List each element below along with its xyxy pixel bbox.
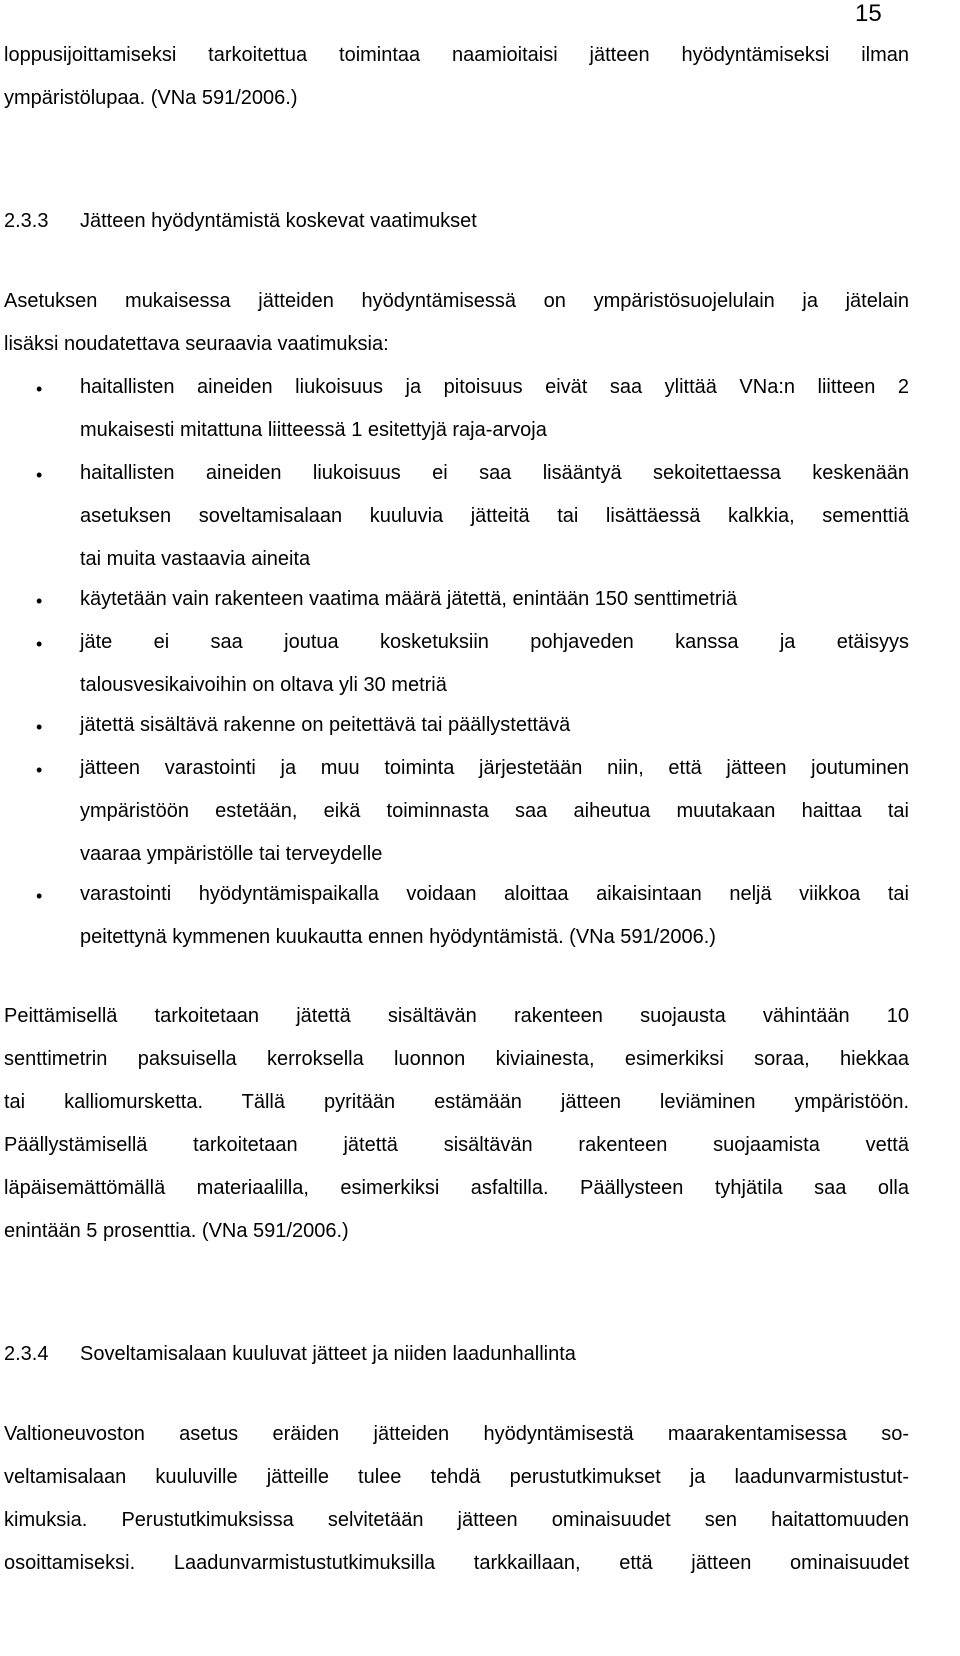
paragraph-line: osoittamiseksi. Laadunvarmistustutkimuksilla tarkkaillaan, että jätteen ominaisuudet	[4, 1552, 909, 1574]
intro-line: ympäristölupaa. (VNa 591/2006.)	[4, 87, 298, 109]
page-number: 15	[855, 0, 882, 27]
paragraph-line: veltamisalaan kuuluville jätteille tulee tehdä perustutkimukset ja laadunvarmistustut-	[4, 1466, 909, 1488]
paragraph-line: Valtioneuvoston asetus eräiden jätteiden hyödyntämisestä maarakentamisessa so-	[4, 1423, 909, 1445]
list-item-line: haitallisten aineiden liukoisuus ei saa lisääntyä sekoitettaessa keskenään	[80, 462, 909, 484]
paragraph-line: senttimetrin paksuisella kerroksella luonnon kiviainesta, esimerkiksi soraa, hiekkaa	[4, 1048, 909, 1070]
list-item-line: tai muita vastaavia aineita	[80, 548, 311, 570]
list-item-line: käytetään vain rakenteen vaatima määrä jätettä, enintään 150 senttimetriä	[80, 588, 738, 610]
paragraph-line: läpäisemättömällä materiaalilla, esimerkiksi asfaltilla. Päällysteen tyhjätila saa olla	[4, 1177, 909, 1199]
bullet-icon: •	[36, 591, 43, 611]
section-heading: Jätteen hyödyntämistä koskevat vaatimukset	[80, 210, 477, 232]
section-number: 2.3.3	[4, 210, 49, 232]
list-item-line: haitallisten aineiden liukoisuus ja pitoisuus eivät saa ylittää VNa:n liitteen 2	[80, 376, 909, 398]
intro-line: loppusijoittamiseksi tarkoitettua toimintaa naamioitaisi jätteen hyödyntämiseksi ilman	[4, 44, 909, 66]
bullet-icon: •	[36, 717, 43, 737]
list-item-line: jäte ei saa joutua kosketuksiin pohjaveden kanssa ja etäisyys	[80, 631, 909, 653]
bullet-icon: •	[36, 760, 43, 780]
section-number: 2.3.4	[4, 1343, 49, 1365]
section-heading: Soveltamisalaan kuuluvat jätteet ja niiden laadunhallinta	[80, 1343, 576, 1365]
bullet-icon: •	[36, 379, 43, 399]
list-item-line: varastointi hyödyntämispaikalla voidaan aloittaa aikaisintaan neljä viikkoa tai	[80, 883, 909, 905]
bullet-icon: •	[36, 886, 43, 906]
paragraph-line: kimuksia. Perustutkimuksissa selvitetään jätteen ominaisuudet sen haitattomuuden	[4, 1509, 909, 1531]
list-item-line: talousvesikaivoihin on oltava yli 30 metriä	[80, 674, 447, 696]
list-item-line: ympäristöön estetään, eikä toiminnasta saa aiheutua muutakaan haittaa tai	[80, 800, 909, 822]
paragraph-line: Asetuksen mukaisessa jätteiden hyödyntämisessä on ympäristösuojelulain ja jätelain	[4, 290, 909, 312]
list-item-line: jätettä sisältävä rakenne on peitettävä tai päällystettävä	[80, 714, 571, 736]
list-item-line: peitettynä kymmenen kuukautta ennen hyödyntämistä. (VNa 591/2006.)	[80, 926, 716, 948]
list-item-line: mukaisesti mitattuna liitteessä 1 esitettyjä raja-arvoja	[80, 419, 547, 441]
bullet-icon: •	[36, 465, 43, 485]
list-item-line: asetuksen soveltamisalaan kuuluvia jätteitä tai lisättäessä kalkkia, sementtiä	[80, 505, 909, 527]
paragraph-line: Päällystämisellä tarkoitetaan jätettä sisältävän rakenteen suojaamista vettä	[4, 1134, 909, 1156]
paragraph-line: lisäksi noudatettava seuraavia vaatimuksia:	[4, 333, 389, 355]
list-item-line: vaaraa ympäristölle tai terveydelle	[80, 843, 383, 865]
paragraph-line: tai kalliomursketta. Tällä pyritään estämään jätteen leviäminen ympäristöön.	[4, 1091, 909, 1113]
paragraph-line: Peittämisellä tarkoitetaan jätettä sisältävän rakenteen suojausta vähintään 10	[4, 1005, 909, 1027]
list-item-line: jätteen varastointi ja muu toiminta järjestetään niin, että jätteen joutuminen	[80, 757, 909, 779]
paragraph-line: enintään 5 prosenttia. (VNa 591/2006.)	[4, 1220, 349, 1242]
bullet-icon: •	[36, 634, 43, 654]
